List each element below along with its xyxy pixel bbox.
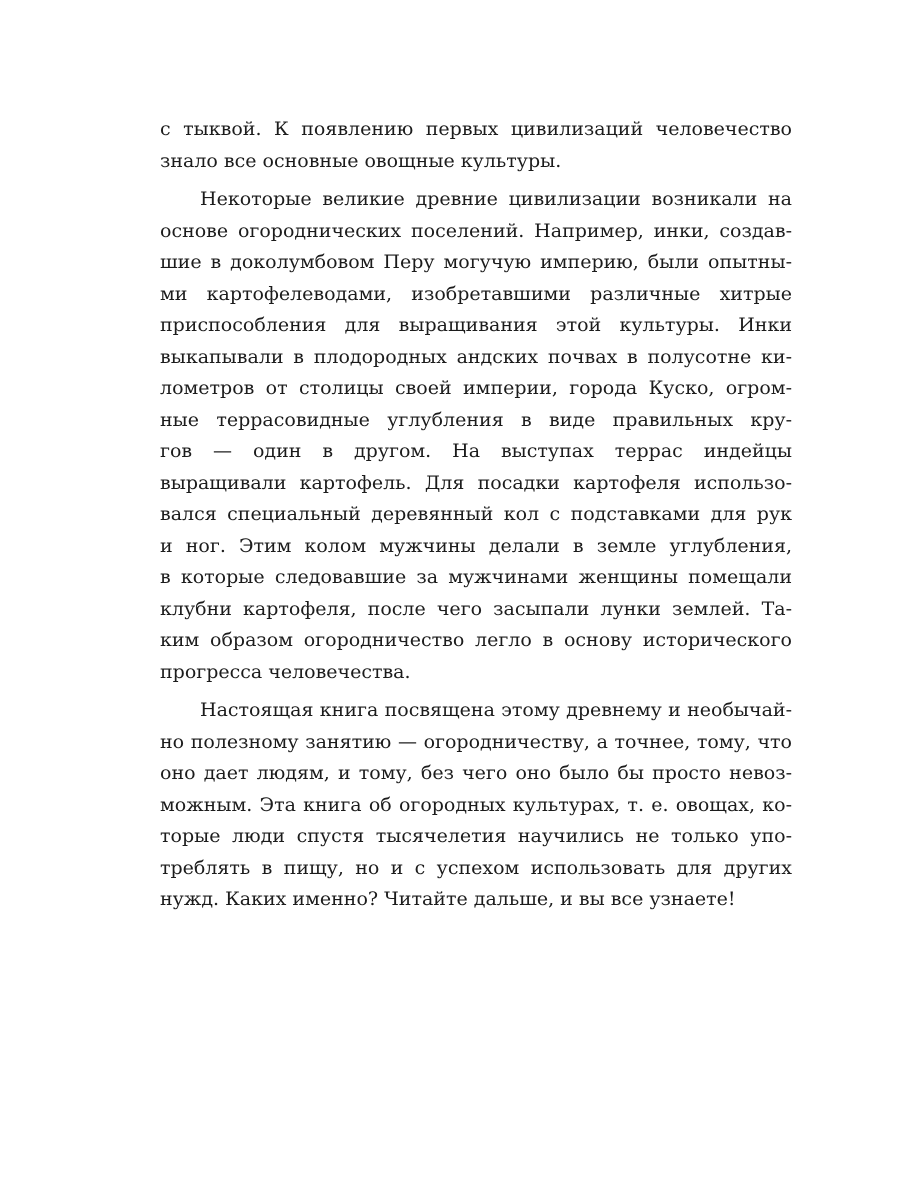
text-line: ми картофелеводами, изобретавшими различные хитрые — [160, 282, 792, 305]
text-line: и ног. Этим колом мужчины делали в земле углубления, — [160, 534, 792, 557]
text-line: ные террасовидные углубления в виде правильных кру- — [160, 408, 792, 431]
text-line: прогресса человечества. — [160, 660, 411, 683]
text-line: шие в доколумбовом Перу могучую империю, были опытны- — [160, 251, 792, 273]
text-line: оно дает людям, и тому, без чего оно было бы просто невоз- — [160, 762, 792, 784]
text-line: торые люди спустя тысячелетия научились не только упо- — [160, 825, 792, 847]
text-line: выкапывали в плодородных андских почвах в полусотне ки- — [160, 345, 792, 368]
body-text — [160, 114, 792, 916]
text-line: нужд. Каких именно? Читайте дальше, и вы все узнаете! — [160, 888, 736, 910]
text-line: треблять в пищу, но и с успехом использовать для других — [160, 856, 792, 879]
text-line: лометров от столицы своей империи, города Куско, огром- — [160, 377, 792, 399]
paragraph-1 — [160, 114, 792, 177]
text-line: с тыквой. К появлению первых цивилизаций человечество — [160, 118, 792, 140]
paragraph-2 — [160, 184, 792, 688]
text-line: клубни картофеля, после чего засыпали лунки землей. Та- — [160, 597, 792, 620]
text-line: основе огороднических поселений. Например, инки, создав- — [160, 219, 792, 242]
text-line: гов — один в другом. На выступах террас индейцы — [160, 440, 792, 462]
paragraph-3 — [160, 695, 792, 916]
text-line: можным. Эта книга об огородных культурах, т. е. овощах, ко- — [160, 793, 792, 816]
text-line: приспособления для выращивания этой культуры. Инки — [160, 314, 792, 336]
text-line: ким образом огородничество легло в основу исторического — [160, 629, 792, 651]
text-line: но полезному занятию — огородничеству, а точнее, тому, что — [160, 730, 792, 753]
text-line: вался специальный деревянный кол с подставками для рук — [160, 503, 792, 525]
text-line: выращивали картофель. Для посадки картофеля использо- — [160, 471, 792, 494]
text-line: Некоторые великие древние цивилизации возникали на — [200, 188, 792, 210]
text-line: Настоящая книга посвящена этому древнему и необычай- — [200, 699, 792, 721]
text-line: знало все основные овощные культуры. — [160, 149, 562, 172]
text-line: в которые следовавшие за мужчинами женщины помещали — [160, 566, 792, 588]
